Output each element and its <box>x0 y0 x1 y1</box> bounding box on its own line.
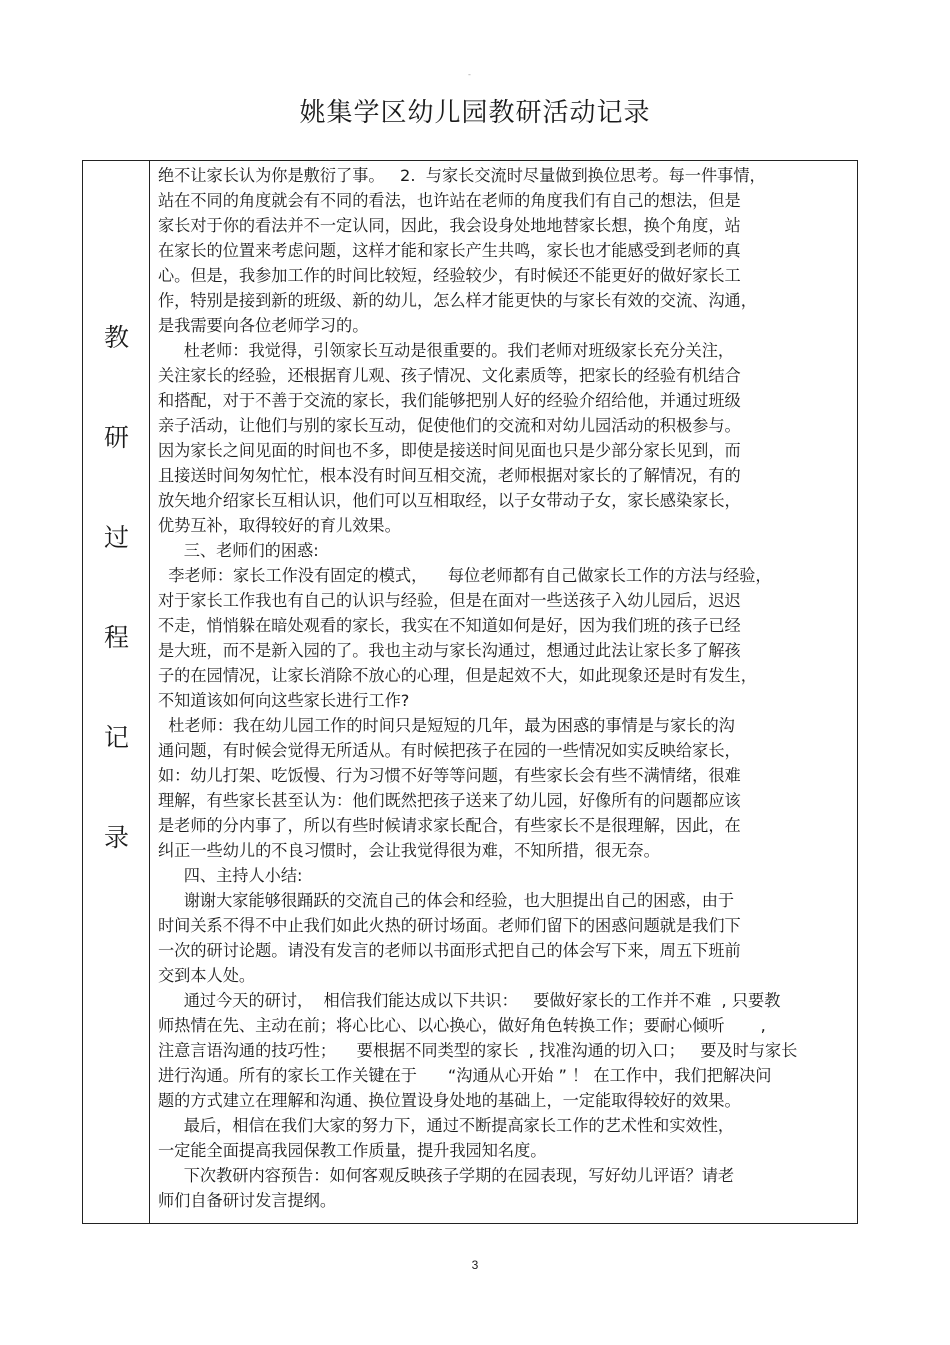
content-line: 放矢地介绍家长互相认识，他们可以互相取经，以子女带动子女，家长感染家长， <box>158 491 741 510</box>
content-line: 谢谢大家能够很踊跃的交流自己的体会和经验，也大胆提出自己的困惑，由于 <box>158 891 735 910</box>
content-line: 是我需要向各位老师学习的。 <box>158 316 369 335</box>
content-line: 师热情在先、主动在前；将心比心、以心换心，做好角色转换工作；要耐心倾听 , <box>158 1016 766 1035</box>
section-label-char: 记 <box>103 723 129 752</box>
content-line: 绝不让家长认为你是敷衍了事。 2. 与家长交流时尽量做到换位思考。每一件事情， <box>158 166 766 185</box>
section-label-char: 教 <box>103 323 129 352</box>
content-line: 对于家长工作我也有自己的认识与经验，但是在面对一些送孩子入幼儿园后，迟迟 <box>158 591 741 610</box>
top-mark: - <box>468 70 471 79</box>
content-line: 亲子活动，让他们与别的家长互动，促使他们的交流和对幼儿园活动的积极参与。 <box>158 416 741 435</box>
content-line: 三、老师们的困惑: <box>158 541 319 560</box>
content-line: 理解，有些家长甚至认为：他们既然把孩子送来了幼儿园，好像所有的问题都应该 <box>158 791 741 810</box>
section-label-char: 研 <box>103 423 129 452</box>
record-table <box>82 160 858 1224</box>
record-content <box>158 163 858 1213</box>
content-line: 杜老师：我在幼儿园工作的时间只是短短的几年，最为困惑的事情是与家长的沟 <box>158 716 735 735</box>
content-line: 一定能全面提高我园保教工作质量，提升我园知名度。 <box>158 1141 547 1160</box>
page-number: 3 <box>471 1258 479 1272</box>
content-line: 纠正一些幼儿的不良习惯时，会让我觉得很为难，不知所措，很无奈。 <box>158 841 660 860</box>
content-line: 且接送时间匆匆忙忙，根本没有时间互相交流，老师根据对家长的了解情况，有的 <box>158 466 741 485</box>
content-line: 时间关系不得不中止我们如此火热的研讨场面。老师们留下的困惑问题就是我们下 <box>158 916 741 935</box>
content-line: 关注家长的经验，还根据育儿观、孩子情况、文化素质等，把家长的经验有机结合 <box>158 366 741 385</box>
content-line: 家长对于你的看法并不一定认同，因此，我会设身处地地替家长想，换个角度，站 <box>158 216 741 235</box>
content-line: 作，特别是接到新的班级、新的幼儿，怎么样才能更快的与家长有效的交流、沟通， <box>158 291 757 310</box>
section-label-column <box>83 161 150 1223</box>
content-line: 子的在园情况，让家长消除不放心的心理，但是起效不大，如此现象还是时有发生， <box>158 666 757 685</box>
content-line: 注意言语沟通的技巧性； 要根据不同类型的家长 , 找准沟通的切入口； 要及时与家长 <box>158 1041 798 1060</box>
content-line: 是老师的分内事了，所以有些时候请求家长配合，有些家长不是很理解，因此，在 <box>158 816 741 835</box>
content-line: 和搭配，对于不善于交流的家长，我们能够把别人好的经验介绍给他，并通过班级 <box>158 391 741 410</box>
content-line: 通问题，有时候会觉得无所适从。有时候把孩子在园的一些情况如实反映给家长， <box>158 741 741 760</box>
content-line: 是大班，而不是新入园的了。我也主动与家长沟通过，想通过此法让家长多了解孩 <box>158 641 741 660</box>
content-line: 题的方式建立在理解和沟通、换位置设身处地的基础上，一定能取得较好的效果。 <box>158 1091 741 1110</box>
content-line: 不知道该如何向这些家长进行工作? <box>158 691 410 710</box>
section-label-char: 录 <box>103 823 129 852</box>
section-label-char: 过 <box>103 523 129 552</box>
content-line: 如：幼儿打架、吃饭慢、行为习惯不好等等问题，有些家长会有些不满情绪，很难 <box>158 766 741 785</box>
content-line: 优势互补，取得较好的育儿效果。 <box>158 516 401 535</box>
content-line: 下次教研内容预告：如何客观反映孩子学期的在园表现，写好幼儿评语？请老 <box>158 1166 735 1185</box>
section-label-char: 程 <box>103 623 129 652</box>
document-title: 姚集学区幼儿园教研活动记录 <box>299 98 651 128</box>
content-line: 在家长的位置来考虑问题，这样才能和家长产生共鸣，家长也才能感受到老师的真 <box>158 241 741 260</box>
content-line: 通过今天的研讨， 相信我们能达成以下共识： 要做好家长的工作并不难 , 只要教 <box>158 991 781 1010</box>
content-line: 一次的研讨论题。请没有发言的老师以书面形式把自己的体会写下来，周五下班前 <box>158 941 741 960</box>
content-line: 李老师：家长工作没有固定的模式， 每位老师都有自己做家长工作的方法与经验， <box>158 566 772 585</box>
content-line: 四、主持人小结: <box>158 866 303 885</box>
content-line: 杜老师：我觉得，引领家长互动是很重要的。我们老师对班级家长充分关注， <box>158 341 735 360</box>
content-line: 站在不同的角度就会有不同的看法，也许站在老师的角度我们有自己的想法，但是 <box>158 191 741 210</box>
content-line: 师们自备研讨发言提纲。 <box>158 1191 337 1210</box>
content-line: 进行沟通。所有的家长工作关键在于 “沟通从心开始 ” ！ 在工作中，我们把解决问 <box>158 1066 772 1085</box>
content-line: 不走，悄悄躲在暗处观看的家长，我实在不知道如何是好，因为我们班的孩子已经 <box>158 616 741 635</box>
content-line: 因为家长之间见面的时间也不多，即使是接送时间见面也只是少部分家长见到，而 <box>158 441 741 460</box>
content-line: 交到本人处。 <box>158 966 256 985</box>
content-line: 最后，相信在我们大家的努力下，通过不断提高家长工作的艺术性和实效性， <box>158 1116 735 1135</box>
content-line: 心。但是，我参加工作的时间比较短，经验较少，有时候还不能更好的做好家长工 <box>158 266 741 285</box>
